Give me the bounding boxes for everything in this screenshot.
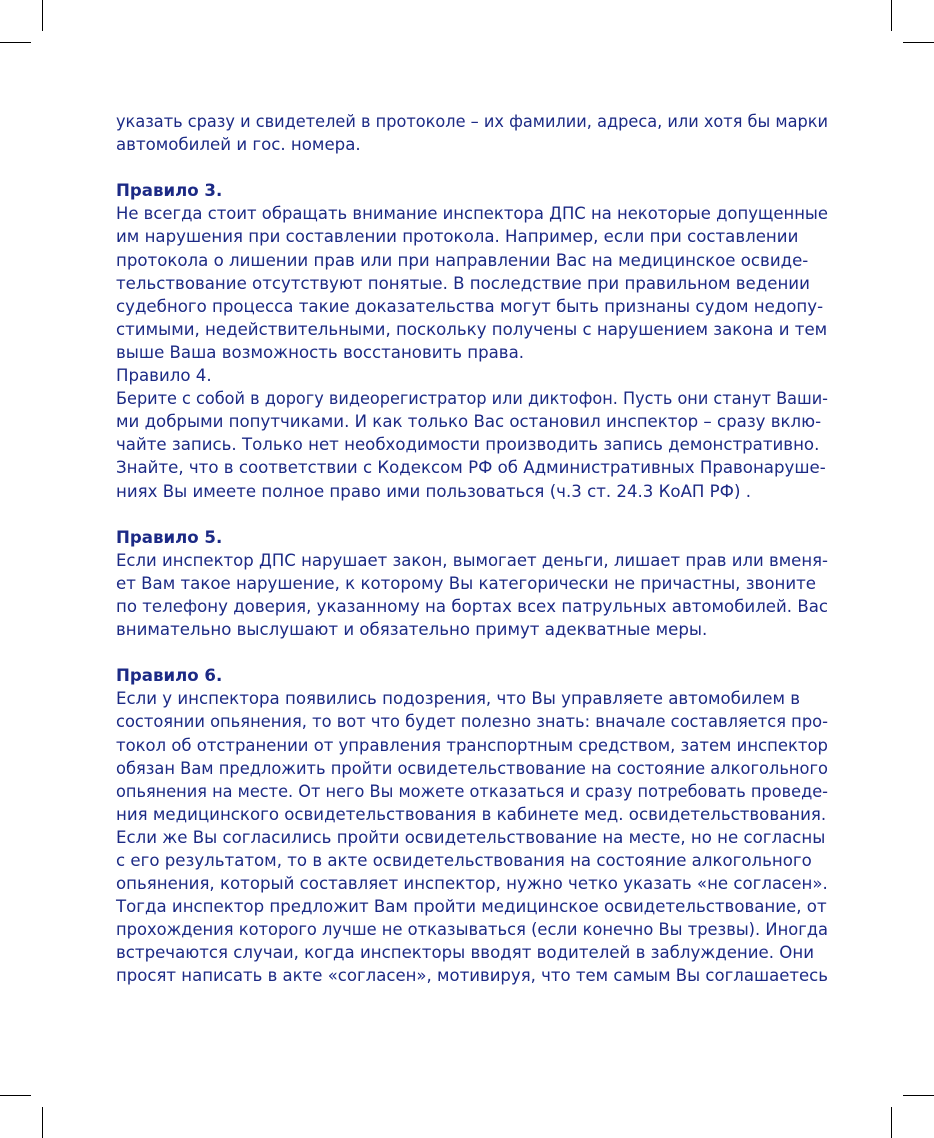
document-body <box>116 110 828 988</box>
paragraph <box>116 387 828 502</box>
crop-mark-top-right-vertical <box>891 0 892 31</box>
text-line: обязан Вам предложить пройти освидетельствование на состояние алкогольного <box>116 758 828 778</box>
text-line: протокола о лишении прав или при направлении Вас на медицинское освиде- <box>116 250 809 270</box>
text-line: встречаются случаи, когда инспекторы вводят водителей в заблуждение. Они <box>116 943 814 963</box>
text-line: Если же Вы согласились пройти освидетельствование на месте, но не согласны <box>116 827 826 847</box>
crop-mark-bottom-right-vertical <box>891 1107 892 1138</box>
crop-mark-bottom-right-horizontal <box>903 1095 934 1096</box>
paragraph <box>116 202 828 364</box>
paragraph-gap <box>116 641 828 664</box>
text-line: опьянения на месте. От него Вы можете отказаться и сразу потребовать проведе- <box>116 781 828 801</box>
rule-heading: Правило 6. <box>116 666 223 686</box>
text-line: Берите с собой в дорогу видеорегистратор или диктофон. Пусть они станут Ваши- <box>116 389 828 409</box>
crop-mark-top-left-vertical <box>42 0 43 31</box>
paragraph <box>116 110 828 156</box>
text-line: по телефону доверия, указанному на бортах всех патрульных автомобилей. Вас <box>116 596 828 616</box>
text-line: Знайте, что в соответствии с Кодексом РФ об Административных Правонаруше- <box>116 458 826 478</box>
text-line: стимыми, недействительными, поскольку получены с нарушением закона и тем <box>116 319 828 339</box>
text-line: Если инспектор ДПС нарушает закон, вымогает деньги, лишает прав или вменя- <box>116 550 828 570</box>
text-line: указать сразу и свидетелей в протоколе – их фамилии, адреса, или хотя бы марки <box>116 112 828 131</box>
text-line: ми добрыми попутчиками. И как только Вас остановил инспектор – сразу вклю- <box>116 412 822 432</box>
text-line: прохождения которого лучше не отказываться (если конечно Вы трезвы). Иногда <box>116 920 828 940</box>
text-line: с его результатом, то в акте освидетельствования на состояние алкогольного <box>116 851 812 870</box>
rule-heading: Правило 3. <box>116 181 223 201</box>
text-line: судебного процесса такие доказательства могут быть признаны судом недопу- <box>116 296 824 316</box>
text-line: им нарушения при составлении протокола. Например, если при составлении <box>116 227 799 247</box>
paragraph-gap <box>116 156 828 179</box>
text-line: ниях Вы имеете полное право ими пользоваться (ч.3 ст. 24.3 КоАП РФ) . <box>116 481 751 501</box>
crop-mark-bottom-left-vertical <box>42 1107 43 1138</box>
text-line: опьянения, который составляет инспектор, нужно четко указать «не согласен». <box>116 874 828 894</box>
text-line: чайте запись. Только нет необходимости производить запись демонстративно. <box>116 435 820 455</box>
crop-mark-top-right-horizontal <box>903 42 934 43</box>
text-line: Правило 4. <box>116 366 212 386</box>
paragraph <box>116 364 828 387</box>
text-line: ет Вам такое нарушение, к которому Вы категорически не причастны, звоните <box>116 573 816 593</box>
crop-mark-top-left-horizontal <box>0 42 31 43</box>
text-line: внимательно выслушают и обязательно примут адекватные меры. <box>116 620 708 640</box>
text-line: токол об отстранении от управления транспортным средством, затем инспектор <box>116 735 828 755</box>
paragraph <box>116 549 828 641</box>
text-line: ния медицинского освидетельствования в кабинете мед. освидетельствования. <box>116 804 827 824</box>
crop-mark-bottom-left-horizontal <box>0 1095 31 1096</box>
text-line: автомобилей и гос. номера. <box>116 135 361 155</box>
text-line: тельствование отсутствуют понятые. В последствие при правильном ведении <box>116 273 810 293</box>
rule-heading: Правило 5. <box>116 527 223 547</box>
text-line: состоянии опьянения, то вот что будет полезно знать: вначале составляется про- <box>116 712 828 732</box>
text-line: Тогда инспектор предложит Вам пройти медицинское освидетельствование, от <box>116 897 827 917</box>
text-line: просят написать в акте «согласен», мотивируя, что тем самым Вы соглашаетесь <box>116 966 828 986</box>
text-line: Если у инспектора появились подозрения, что Вы управляете автомобилем в <box>116 689 801 709</box>
paragraph <box>116 687 828 987</box>
text-line: выше Ваша возможность восстановить права. <box>116 342 525 362</box>
paragraph-gap <box>116 503 828 526</box>
text-line: Не всегда стоит обращать внимание инспектора ДПС на некоторые допущенные <box>116 204 828 224</box>
